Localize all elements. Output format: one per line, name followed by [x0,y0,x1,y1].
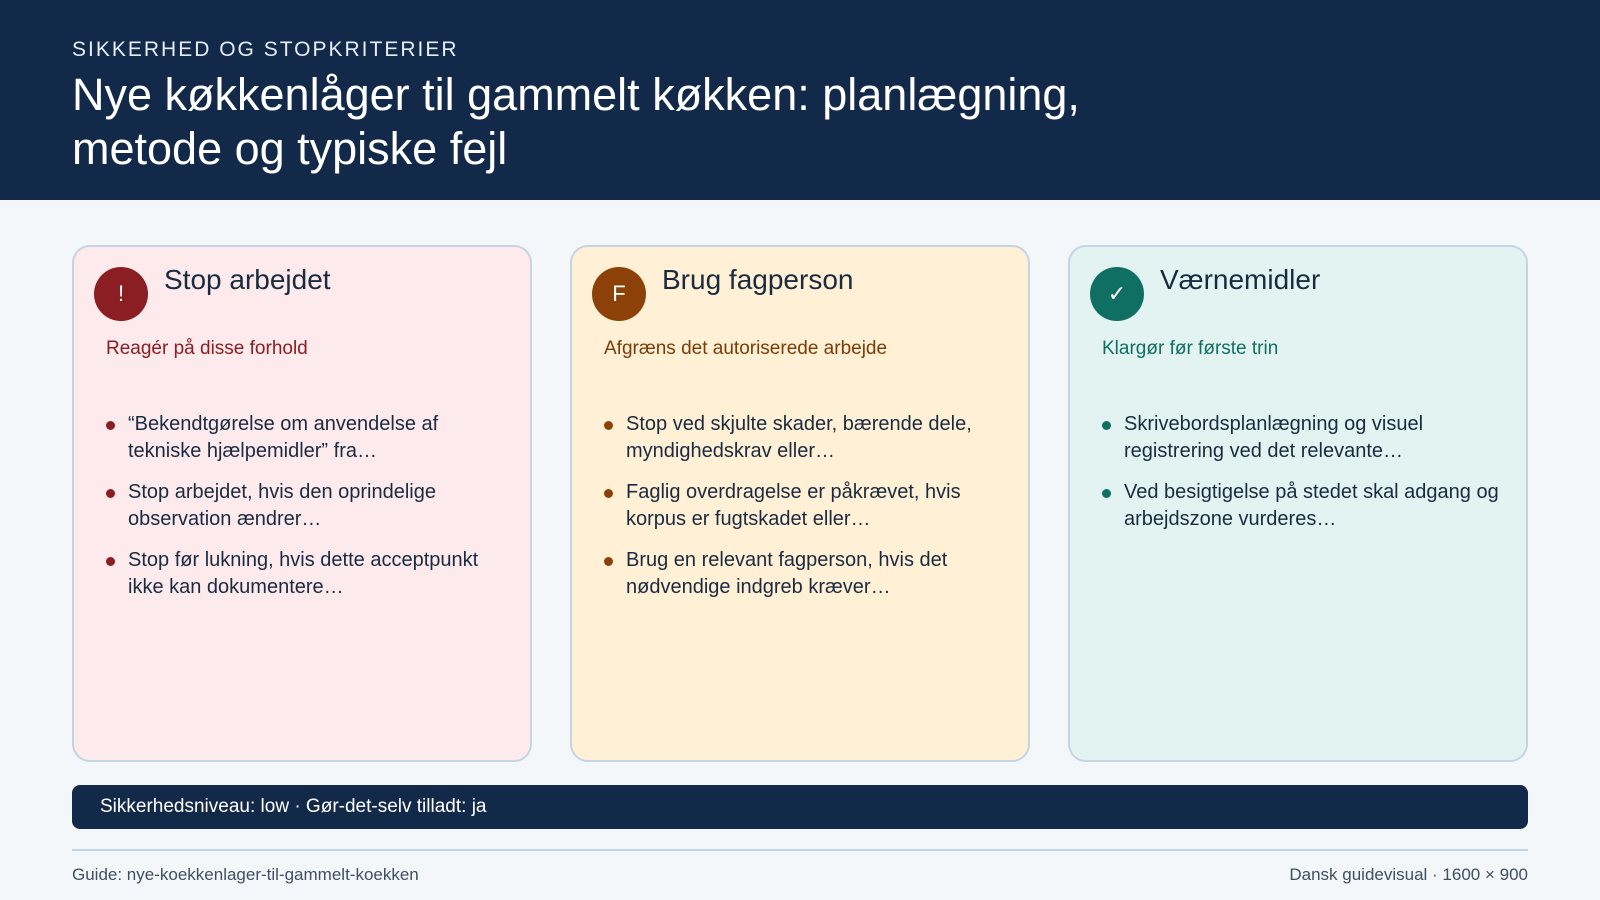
list-item [1102,479,1502,533]
card-subtitle: Reagér på disse forhold [106,338,308,359]
status-bar: Sikkerhedsniveau: low · Gør-det-selv tilladt: ja [72,785,1528,829]
bullet-dot-icon [106,421,115,430]
list-item [604,547,1004,601]
list-item [604,411,1004,465]
list-item-text: Skrivebordsplanlægning og visuel registrering ved det relevante… [1124,413,1424,462]
bullet-dot-icon [604,557,613,566]
list-item-text: Stop arbejdet, hvis den oprindelige observation ændrer… [128,481,436,530]
bullet-list [106,411,506,615]
list-item-text: Stop før lukning, hvis dette acceptpunkt ikke kan dokumentere… [128,549,479,598]
list-item-text: Faglig overdragelse er påkrævet, hvis korpus er fugtskadet eller… [626,481,961,530]
list-item [106,411,506,465]
card-title: Stop arbejdet [164,264,331,295]
bullet-list [1102,411,1502,547]
list-item [1102,411,1502,465]
header [0,0,1600,200]
checkmark-icon: ✓ [1090,267,1144,321]
footer-guide-label: Guide: nye-koekkenlager-til-gammelt-koekken [72,865,419,884]
card-title: Værnemidler [1160,264,1321,295]
card-grid [72,245,1528,762]
bullet-dot-icon [106,489,115,498]
bullet-dot-icon [604,489,613,498]
list-item-text: Stop ved skjulte skader, bærende dele, myndighedskrav eller… [626,413,972,462]
card-use-professional [570,245,1030,762]
bullet-dot-icon [1102,489,1111,498]
footer-meta-label: Dansk guidevisual · 1600 × 900 [1289,865,1528,884]
list-item [106,479,506,533]
eyebrow: SIKKERHED OG STOPKRITERIER [72,38,459,61]
card-stop-work [72,245,532,762]
list-item-text: Brug en relevant fagperson, hvis det nødvendige indgreb kræver… [626,549,948,598]
bullet-dot-icon [604,421,613,430]
bullet-list [604,411,1004,615]
card-title: Brug fagperson [662,264,854,295]
card-protective-equipment [1068,245,1528,762]
exclamation-icon: ! [94,267,148,321]
letter-f-icon: F [592,267,646,321]
list-item-text: “Bekendtgørelse om anvendelse af tekniske hjælpemidler” fra… [128,413,439,462]
bullet-dot-icon [106,557,115,566]
card-subtitle: Afgræns det autoriserede arbejde [604,338,888,359]
list-item [106,547,506,601]
list-item [604,479,1004,533]
list-item-text: Ved besigtigelse på stedet skal adgang og arbejdszone vurderes… [1124,481,1499,530]
page-title: Nye køkkenlåger til gammelt køkken: planlægning, metode og typiske fejl [72,69,1080,174]
card-subtitle: Klargør før første trin [1102,338,1279,359]
bullet-dot-icon [1102,421,1111,430]
footer-divider [72,849,1528,851]
